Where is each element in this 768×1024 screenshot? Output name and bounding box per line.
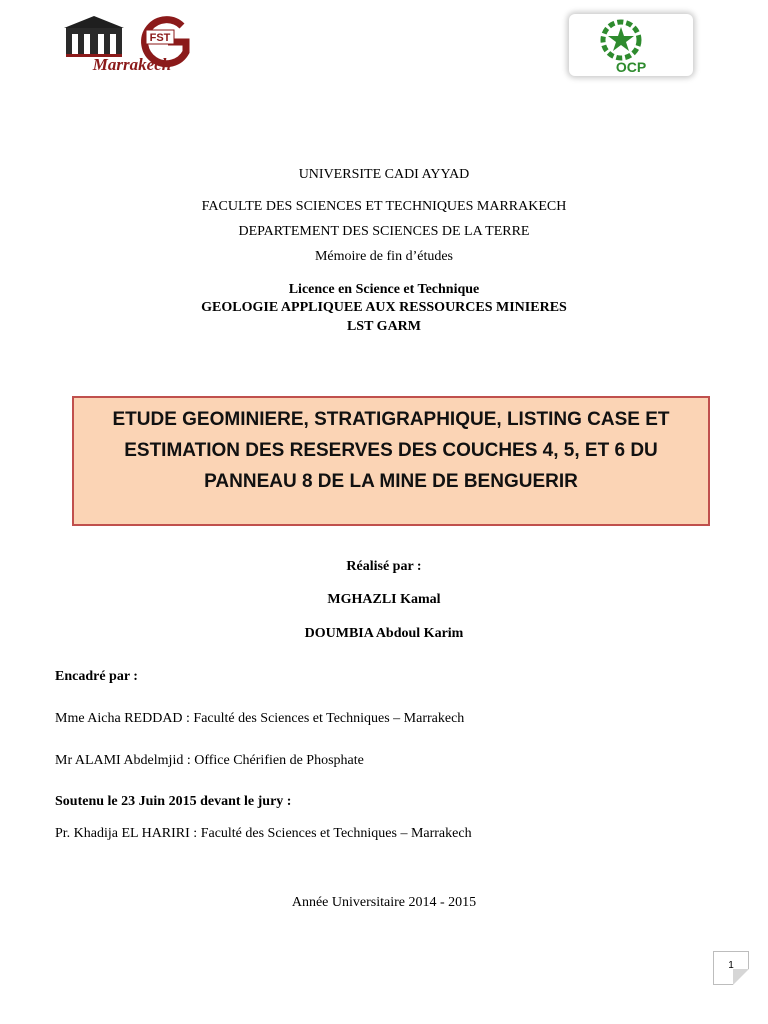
thesis-title-box [72, 396, 710, 526]
title-line: ETUDE GEOMINIERE, STRATIGRAPHIQUE, LISTING CASE ET [112, 409, 670, 430]
supervisor-item: Mr ALAMI Abdelmjid : Office Chérifien de Phosphate [55, 753, 364, 768]
university-name: UNIVERSITE CADI AYYAD [298, 167, 470, 182]
fst-logo-text: FST [149, 32, 171, 44]
program-code: LST GARM [346, 319, 422, 334]
ocp-logo [569, 14, 693, 76]
ocp-logo-text: OCP [615, 59, 647, 75]
defense-label: Soutenu le 23 Juin 2015 devant le jury : [55, 794, 292, 809]
program-name: GEOLOGIE APPLIQUEE AUX RESSOURCES MINIERES [201, 300, 567, 315]
fst-logo-city: Marrakech [92, 55, 172, 74]
supervisors-label: Encadré par : [55, 669, 138, 684]
licence-label: Licence en Science et Technique [288, 282, 480, 297]
page-number-box [713, 951, 749, 985]
page-fold-icon [733, 969, 749, 985]
jury-member: Pr. Khadija EL HARIRI : Faculté des Sciences et Techniques – Marrakech [55, 826, 472, 841]
supervisor-item: Mme Aicha REDDAD : Faculté des Sciences et Techniques – Marrakech [55, 711, 465, 726]
authors-label: Réalisé par : [346, 559, 422, 574]
department-name: DEPARTEMENT DES SCIENCES DE LA TERRE [238, 224, 530, 239]
title-line: PANNEAU 8 DE LA MINE DE BENGUERIR [204, 471, 578, 492]
author-name: DOUMBIA Abdoul Karim [304, 626, 464, 641]
author-name: MGHAZLI Kamal [327, 592, 441, 607]
thesis-title [74, 404, 708, 497]
faculty-name: FACULTE DES SCIENCES ET TECHNIQUES MARRAKECH [201, 199, 567, 214]
page-number: 1 [728, 960, 734, 971]
title-line: ESTIMATION DES RESERVES DES COUCHES 4, 5, ET 6 DU [124, 440, 658, 461]
memoire-label: Mémoire de fin d’études [314, 249, 453, 264]
fst-marrakech-logo [62, 12, 202, 74]
academic-year: Année Universitaire 2014 - 2015 [291, 895, 477, 910]
